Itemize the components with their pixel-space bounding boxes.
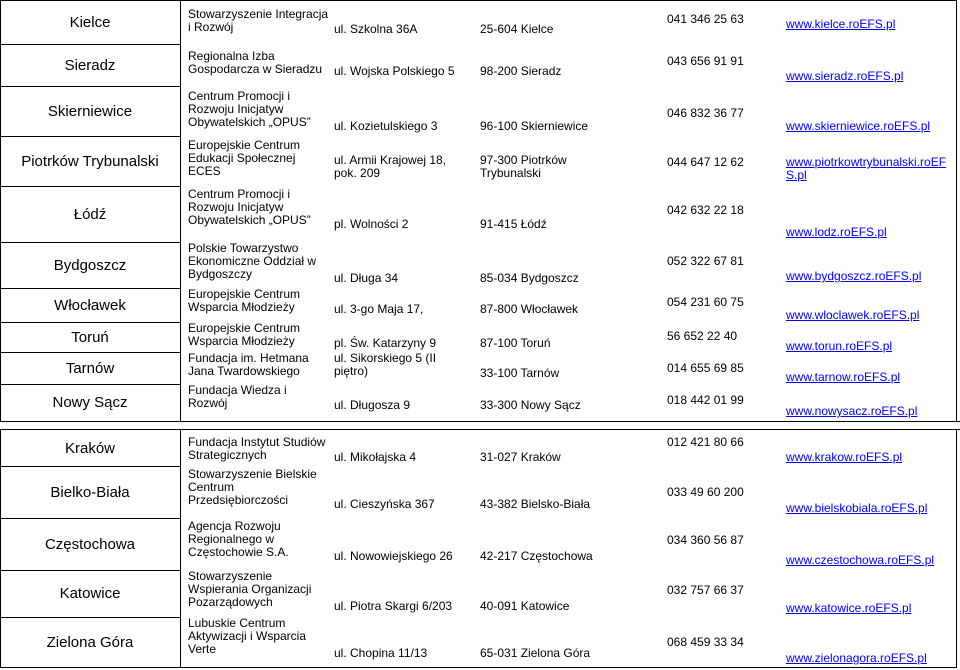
street-address: ul. Wojska Polskiego 5 — [334, 64, 455, 78]
phone-number: 034 360 56 87 — [667, 533, 744, 547]
organization-name: Fundacja Instytut Studiów Strategicznych — [188, 435, 326, 462]
city-name: Katowice — [59, 585, 121, 602]
organization-name: Fundacja Wiedza i Rozwój — [188, 383, 287, 410]
city-name: Bielko-Biała — [50, 483, 130, 501]
website-link[interactable]: www.sieradz.roEFS.pl — [786, 69, 904, 83]
city-name: Zielona Góra — [46, 634, 134, 651]
city-name: Sieradz — [64, 56, 116, 74]
postal-city: 33-300 Nowy Sącz — [480, 398, 581, 412]
phone-number: 043 656 91 91 — [667, 54, 744, 68]
postal-city: 65-031 Zielona Góra — [480, 646, 591, 660]
table-row — [0, 186, 957, 242]
city-name: Włocławek — [54, 296, 126, 314]
organization-name: Lubuskie Centrum Aktywizacji i Wsparcia Verte — [188, 616, 307, 656]
phone-number: 56 652 22 40 — [667, 329, 738, 343]
website-link[interactable]: www.zielonagora.roEFS.pl — [786, 651, 927, 665]
phone-number: 012 421 80 66 — [667, 435, 744, 449]
postal-city: 98-200 Sieradz — [480, 64, 562, 78]
organization-name: Stowarzyszenie Bielskie Centrum Przedsiębiorczości — [188, 467, 317, 507]
city-name: Piotrków Trybunalski — [21, 152, 159, 170]
table-row — [0, 0, 957, 44]
street-address: pl. Wolności 2 — [334, 217, 409, 231]
table-row — [0, 288, 957, 322]
section-gap — [0, 421, 960, 430]
postal-city: 42-217 Częstochowa — [480, 549, 593, 563]
website-link[interactable]: www.katowice.roEFS.pl — [786, 601, 912, 615]
table-row — [0, 86, 957, 136]
phone-number: 042 632 22 18 — [667, 203, 744, 217]
street-address: ul. Szkolna 36A — [334, 22, 418, 36]
website-link[interactable]: www.piotrkowtrybunalski.roEF S.pl — [786, 155, 947, 182]
street-address: ul. Sikorskiego 5 (II piętro) — [334, 351, 437, 378]
street-address: ul. Długa 34 — [334, 271, 399, 285]
phone-number: 046 832 36 77 — [667, 106, 744, 120]
table-row — [0, 322, 957, 352]
street-address: ul. Piotra Skargi 6/203 — [334, 599, 453, 613]
postal-city: 43-382 Bielsko-Biała — [480, 497, 591, 511]
website-link[interactable]: www.krakow.roEFS.pl — [786, 450, 903, 464]
website-link[interactable]: www.skierniewice.roEFS.pl — [786, 119, 931, 133]
table-row — [0, 352, 957, 384]
street-address: ul. Mikołajska 4 — [334, 450, 417, 464]
table-row — [0, 136, 957, 186]
postal-city: 97-300 Piotrków Trybunalski — [480, 153, 567, 180]
city-name: Bydgoszcz — [53, 256, 127, 274]
table-row — [0, 466, 957, 518]
phone-number: 068 459 33 34 — [667, 635, 744, 649]
website-link[interactable]: www.bielskobiala.roEFS.pl — [786, 501, 928, 515]
city-name: Częstochowa — [44, 535, 136, 553]
website-link[interactable]: www.bydgoszcz.roEFS.pl — [786, 269, 922, 283]
table-row — [0, 44, 957, 86]
phone-number: 054 231 60 75 — [667, 295, 744, 309]
street-address: ul. Długosza 9 — [334, 398, 411, 412]
organization-name: Regionalna Izba Gospodarcza w Sieradzu — [188, 49, 323, 76]
phone-number: 033 49 60 200 — [667, 485, 744, 499]
table-row — [0, 242, 957, 288]
organization-name: Centrum Promocji i Rozwoju Inicjatyw Obywatelskich „OPUS” — [188, 89, 311, 129]
organization-name: Stowarzyszenie Wspierania Organizacji Pozarządowych — [188, 569, 312, 609]
city-name: Skierniewice — [47, 102, 133, 120]
website-link[interactable]: www.nowysacz.roEFS.pl — [786, 404, 918, 418]
postal-city: 25-604 Kielce — [480, 22, 554, 36]
street-address: ul. Nowowiejskiego 26 — [334, 549, 453, 563]
street-address: ul. Cieszyńska 367 — [334, 497, 435, 511]
postal-city: 87-800 Włocławek — [480, 302, 579, 316]
postal-city: 91-415 Łódź — [480, 217, 547, 231]
website-link[interactable]: www.torun.roEFS.pl — [786, 339, 893, 353]
phone-number: 041 346 25 63 — [667, 12, 744, 26]
postal-city: 31-027 Kraków — [480, 450, 561, 464]
postal-city: 40-091 Katowice — [480, 599, 570, 613]
street-address: ul. Kozietulskiego 3 — [334, 119, 438, 133]
city-name: Nowy Sącz — [52, 394, 128, 411]
organization-name: Europejskie Centrum Wsparcia Młodzieży — [188, 321, 301, 348]
phone-number: 044 647 12 62 — [667, 155, 744, 169]
table-row — [0, 570, 957, 617]
table-row — [0, 518, 957, 570]
phone-number: 014 655 69 85 — [667, 361, 744, 375]
street-address: pl. Św. Katarzyny 9 — [334, 336, 437, 350]
table-row — [0, 617, 957, 668]
phone-number: 052 322 67 81 — [667, 254, 744, 268]
postal-city: 85-034 Bydgoszcz — [480, 271, 579, 285]
website-link[interactable]: www.lodz.roEFS.pl — [786, 225, 887, 239]
postal-city: 96-100 Skierniewice — [480, 119, 589, 133]
postal-city: 87-100 Toruń — [480, 336, 551, 350]
website-link[interactable]: www.wloclawek.roEFS.pl — [786, 308, 920, 322]
website-link[interactable]: www.tarnow.roEFS.pl — [786, 370, 901, 384]
city-name: Kielce — [69, 13, 111, 31]
street-address: ul. 3-go Maja 17, — [334, 302, 424, 316]
website-link[interactable]: www.czestochowa.roEFS.pl — [786, 553, 935, 567]
street-address: ul. Chopina 11/13 — [334, 646, 428, 660]
table-row — [0, 430, 957, 466]
street-address: ul. Armii Krajowej 18, pok. 209 — [334, 153, 447, 180]
website-link[interactable]: www.kielce.roEFS.pl — [786, 17, 896, 31]
phone-number: 032 757 66 37 — [667, 583, 744, 597]
organization-name: Stowarzyszenie Integracja i Rozwój — [188, 7, 329, 34]
city-name: Tarnów — [65, 359, 115, 377]
organization-name: Europejskie Centrum Wsparcia Młodzieży — [188, 287, 301, 314]
organization-name: Fundacja im. Hetmana Jana Twardowskiego — [188, 351, 309, 378]
organization-name: Europejskie Centrum Edukacji Społecznej ECES — [188, 138, 301, 178]
city-name: Łódź — [73, 205, 107, 223]
organization-name: Agencja Rozwoju Regionalnego w Częstochowie S.A. — [188, 519, 289, 559]
postal-city: 33-100 Tarnów — [480, 366, 560, 380]
table-row — [0, 384, 957, 421]
city-name: Toruń — [71, 328, 109, 346]
city-name: Kraków — [64, 439, 116, 457]
organization-name: Polskie Towarzystwo Ekonomiczne Oddział w Bydgoszczy — [188, 241, 317, 281]
organization-name: Centrum Promocji i Rozwoju Inicjatyw Obywatelskich „OPUS” — [188, 187, 311, 227]
phone-number: 018 442 01 99 — [667, 393, 744, 407]
